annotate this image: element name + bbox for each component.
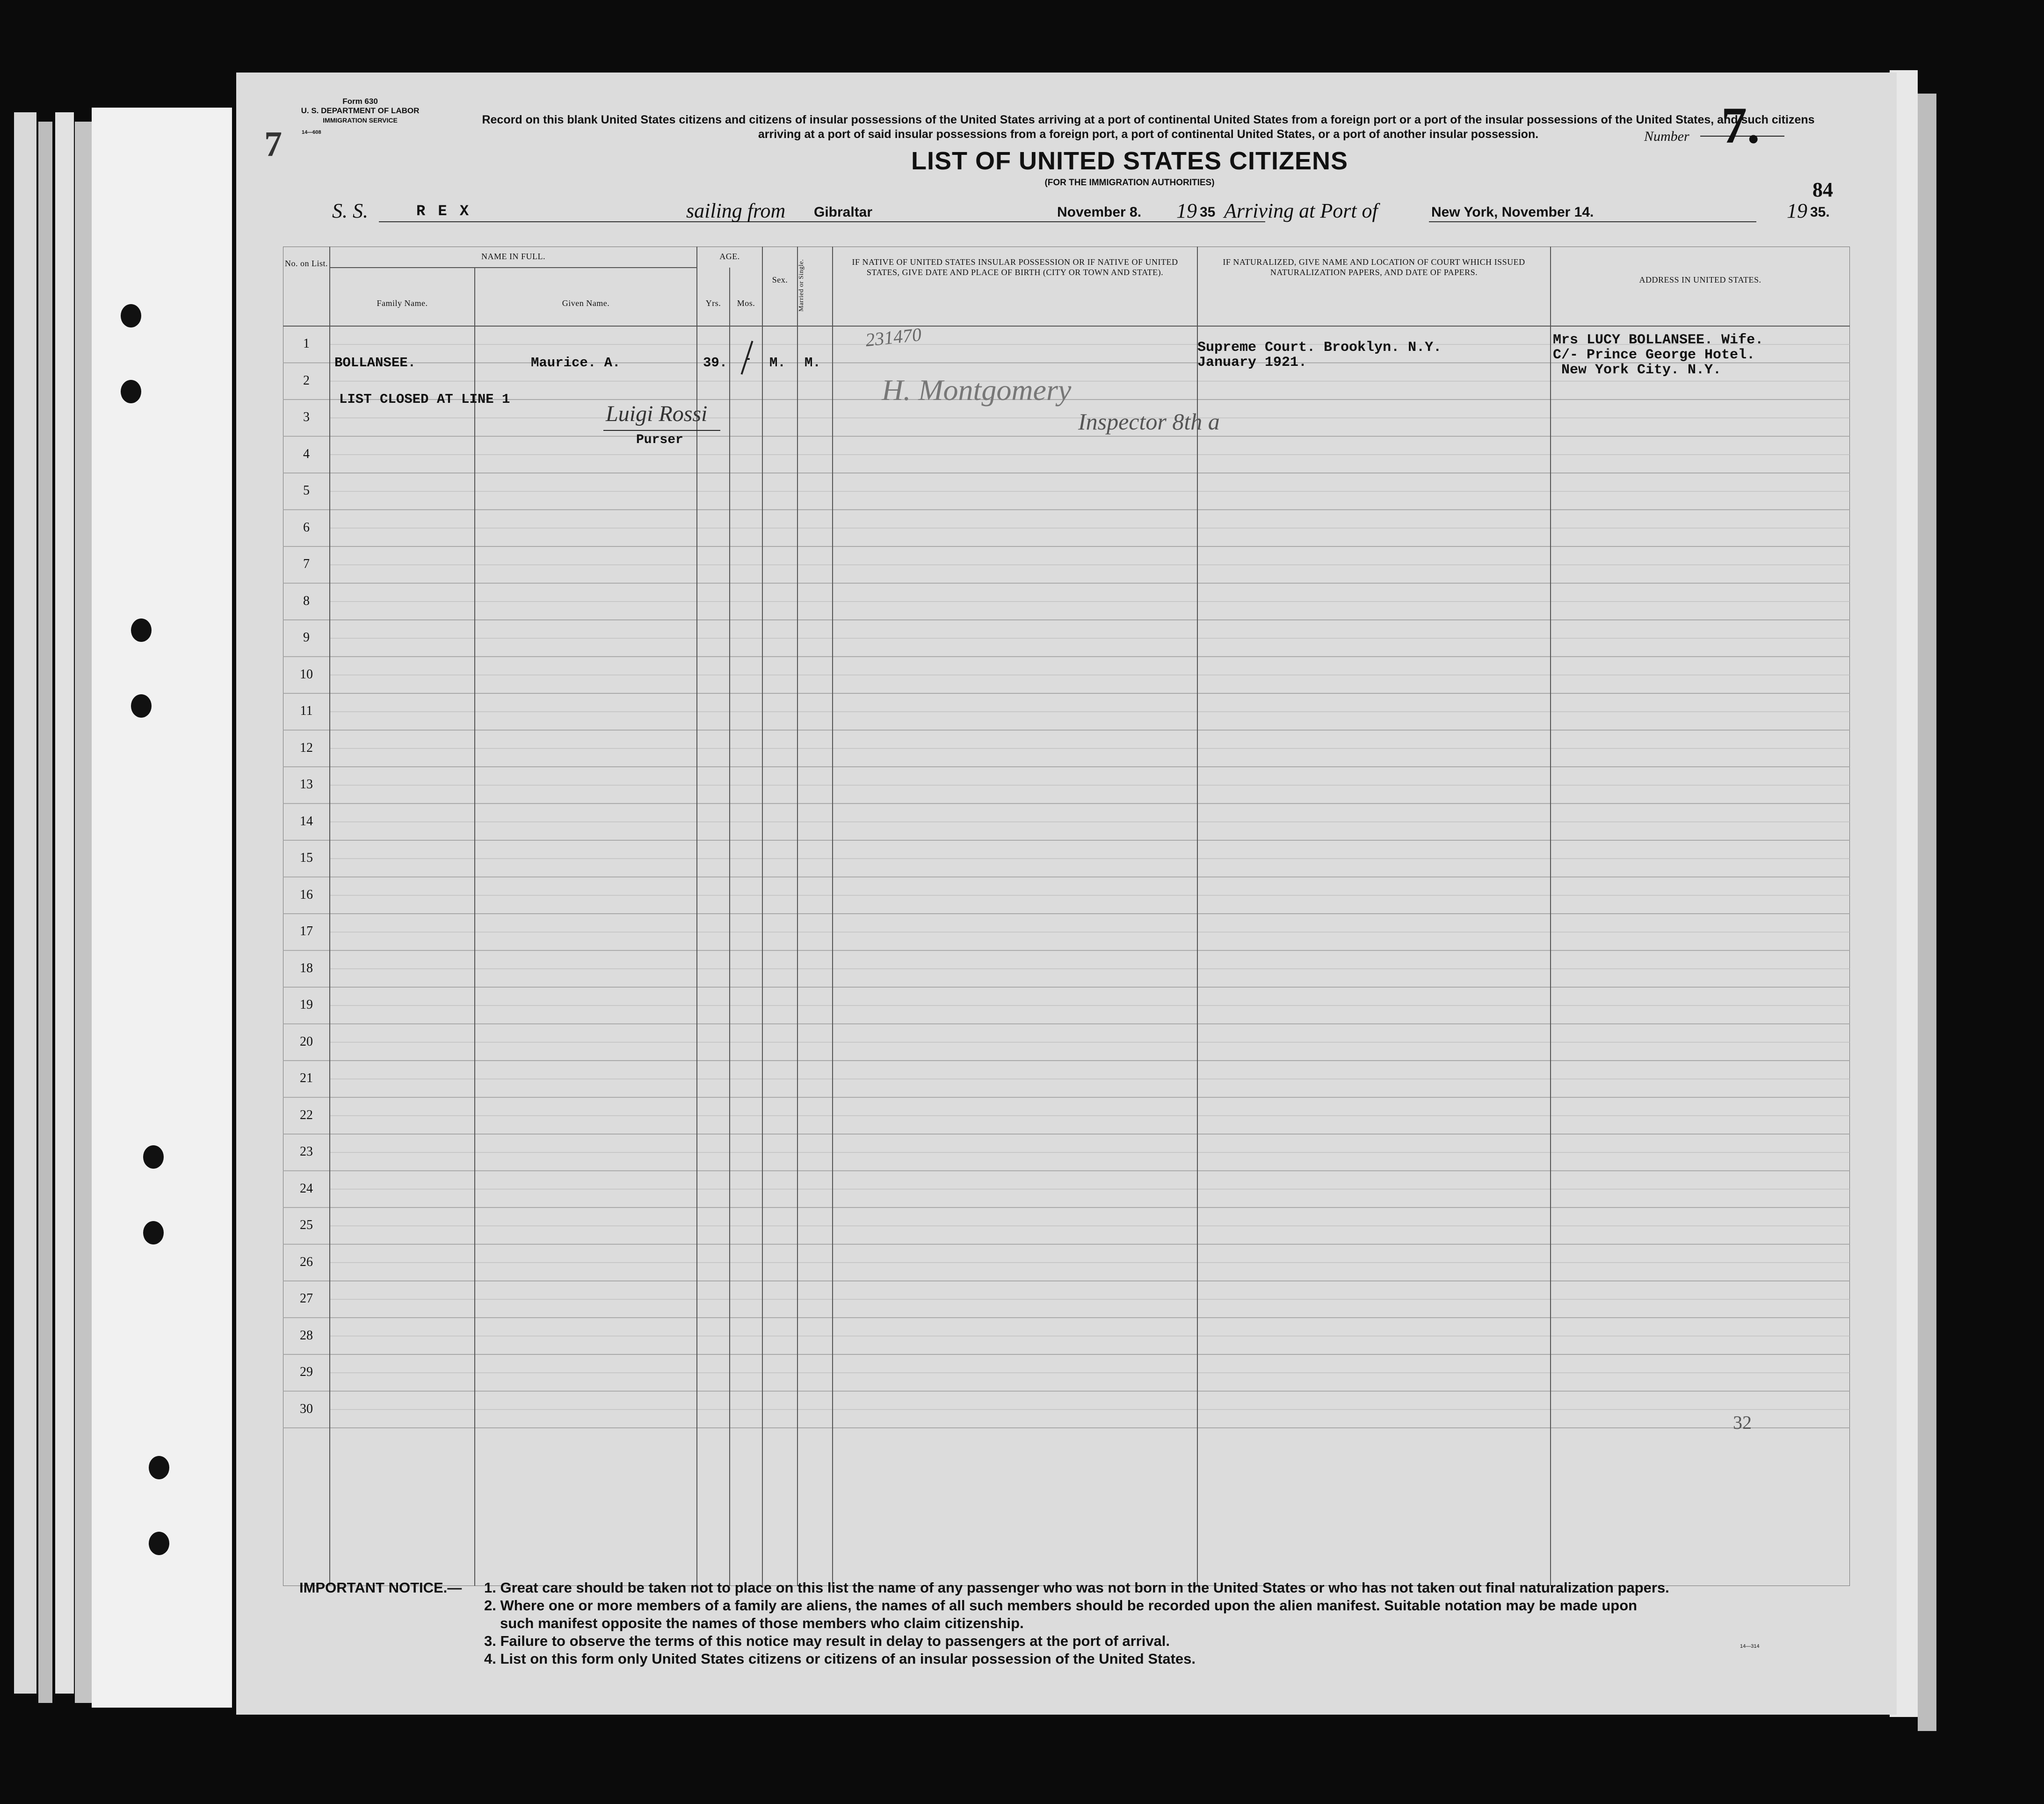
col-age: AGE.: [719, 252, 740, 261]
arrival-line: [1429, 221, 1756, 222]
instructions-text: Record on this blank United States citizens and citizens of insular possessions of the United States arriving at a port of continental United States from a foreign port or a port of the insular possessions of the United States, and such citizens arriving at a port of said insular possessions from a foreign port, a port of continental United States, or a port of another insular possession.: [482, 113, 1815, 141]
depart-year-prefix: 19: [1176, 199, 1197, 222]
binding-strip: [14, 112, 36, 1694]
row-number: 5: [303, 483, 310, 498]
notice-item: 2. Where one or more members of a family are aliens, the names of all such members should be recorded upon the alien manifest. Suitable notation may be made upon: [484, 1597, 1638, 1614]
handwritten-number: 231470: [864, 323, 923, 351]
row-number: 4: [303, 446, 310, 461]
form-number: Form 630: [342, 97, 378, 106]
row-number: 3: [303, 410, 310, 424]
row-number: 9: [303, 630, 310, 645]
row-number: 6: [303, 520, 310, 535]
list-number: 7.: [1721, 97, 1760, 154]
naturalized-cell: [1197, 340, 1442, 370]
row-number: 30: [300, 1401, 313, 1416]
inspector-note: Inspector 8th a: [1078, 408, 1220, 435]
notice-item: such manifest opposite the names of those members who claim citizenship.: [500, 1615, 1024, 1631]
row-number: 19: [300, 997, 313, 1012]
col-naturalized: IF NATURALIZED, GIVE NAME AND LOCATION OF COURT WHICH ISSUED NATURALIZATION PAPERS, AND DATE OF PAPERS.: [1223, 257, 1525, 277]
binding-strip: [55, 112, 74, 1694]
row-number: 2: [303, 373, 310, 388]
row-number: 24: [300, 1181, 313, 1196]
row-number: 18: [300, 960, 313, 975]
address-cell: [1553, 333, 1763, 378]
binding-strip: [38, 122, 52, 1703]
row-number: 16: [300, 887, 313, 902]
depart-date: November 8.: [1057, 204, 1142, 220]
given-name-cell: Maurice. A.: [531, 355, 621, 371]
row-number: 1: [303, 336, 310, 351]
row-number: 12: [300, 740, 313, 755]
col-address: ADDRESS IN UNITED STATES.: [1639, 275, 1761, 284]
address-line: C/- Prince George Hotel.: [1553, 347, 1755, 363]
punch-hole: [149, 1532, 169, 1555]
ship-name: R E X: [416, 203, 471, 220]
sailing-from: Gibraltar: [814, 204, 873, 220]
purser-signature: Luigi Rossi: [606, 401, 708, 426]
sailing-from-label: sailing from: [686, 199, 786, 222]
corner-number: 84: [1812, 178, 1833, 201]
purser-label: Purser: [636, 433, 683, 447]
col-name-in-full: NAME IN FULL.: [481, 252, 545, 261]
manifest-table: [283, 247, 1850, 1586]
margin-number: 7: [264, 124, 282, 164]
notice-item: 1. Great care should be taken not to place on this list the name of any passenger who was not born in the United States or who has not taken out final naturalization papers.: [484, 1579, 1669, 1596]
col-native: IF NATIVE OF UNITED STATES INSULAR POSSESSION OR IF NATIVE OF UNITED STATES, GIVE DATE AND PLACE OF BIRTH (CITY OR TOWN AND STATE).: [852, 257, 1178, 277]
form-code-bottom: 14—314: [1740, 1644, 1760, 1649]
table-grid: [283, 247, 1850, 1586]
number-label: Number: [1644, 129, 1689, 144]
row-number: 11: [300, 704, 313, 718]
page-subtitle: (FOR THE IMMIGRATION AUTHORITIES): [1044, 178, 1215, 188]
naturalized-date: January 1921.: [1197, 355, 1307, 371]
list-closed-note: LIST CLOSED AT LINE 1: [339, 392, 510, 407]
row-number: 22: [300, 1107, 313, 1122]
col-given-name: Given Name.: [562, 298, 610, 308]
inspector-signature: H. Montgomery: [882, 373, 1072, 407]
sex-cell: M.: [769, 355, 786, 371]
arriving-label: Arriving at Port of: [1224, 199, 1378, 222]
col-sex: Sex.: [772, 275, 788, 284]
row-number: 8: [303, 593, 310, 608]
family-name-cell: BOLLANSEE.: [334, 355, 416, 371]
row-number: 14: [300, 814, 313, 829]
arrival: New York, November 14.: [1431, 204, 1594, 220]
punch-hole: [149, 1456, 169, 1479]
form-code: 14—608: [302, 130, 321, 135]
side-number: 32: [1733, 1412, 1752, 1433]
age-months-cell: -: [744, 351, 752, 367]
row-number: 29: [300, 1365, 313, 1379]
row-number: 17: [300, 924, 313, 938]
notice-item: 3. Failure to observe the terms of this notice may result in delay to passengers at the port of arrival.: [484, 1633, 1170, 1649]
punch-hole: [143, 1221, 164, 1244]
address-line: New York City. N.Y.: [1561, 362, 1722, 378]
punch-hole: [131, 694, 152, 718]
row-number: 27: [300, 1291, 313, 1306]
naturalized-court: Supreme Court. Brooklyn. N.Y.: [1197, 340, 1442, 356]
col-no: No. on List.: [284, 259, 328, 268]
married-cell: M.: [805, 355, 821, 371]
form-block: [283, 97, 437, 137]
row-number: 10: [300, 667, 313, 682]
col-married: Married or Single.: [798, 259, 805, 312]
notice-heading: IMPORTANT NOTICE.—: [299, 1579, 462, 1596]
row-number: 23: [300, 1144, 313, 1159]
col-yrs: Yrs.: [705, 298, 721, 308]
row-number: 26: [300, 1254, 313, 1269]
row-number: 21: [300, 1071, 313, 1085]
manifest-page: [236, 73, 1897, 1715]
purser-signature-line: [603, 430, 720, 431]
row-number: 20: [300, 1034, 313, 1049]
row-number: 15: [300, 851, 313, 865]
arrival-year: 35.: [1810, 204, 1830, 220]
service: IMMIGRATION SERVICE: [323, 116, 398, 124]
ss-label: S. S.: [332, 199, 368, 222]
department: U. S. DEPARTMENT OF LABOR: [301, 106, 420, 115]
binding-strip: [75, 122, 92, 1703]
notice-item: 4. List on this form only United States citizens or citizens of an insular possession of the United States.: [484, 1651, 1196, 1667]
right-page-edge: [1918, 94, 1936, 1731]
age-years-cell: 39.: [703, 355, 728, 371]
row-number: 28: [300, 1328, 313, 1343]
depart-year: 35: [1200, 204, 1216, 220]
punch-hole: [121, 380, 141, 403]
col-mos: Mos.: [737, 298, 755, 308]
punch-hole: [131, 618, 152, 642]
row-number: 13: [300, 777, 313, 792]
row-number: 25: [300, 1218, 313, 1232]
arrival-year-prefix: 19: [1787, 199, 1807, 222]
page-title: LIST OF UNITED STATES CITIZENS: [911, 147, 1348, 175]
notice-body: [484, 1579, 1841, 1668]
punch-hole: [121, 304, 141, 327]
row-number: 7: [303, 557, 310, 571]
address-line: Mrs LUCY BOLLANSEE. Wife.: [1553, 332, 1764, 348]
col-family-name: Family Name.: [377, 298, 428, 308]
punch-hole: [143, 1145, 164, 1169]
